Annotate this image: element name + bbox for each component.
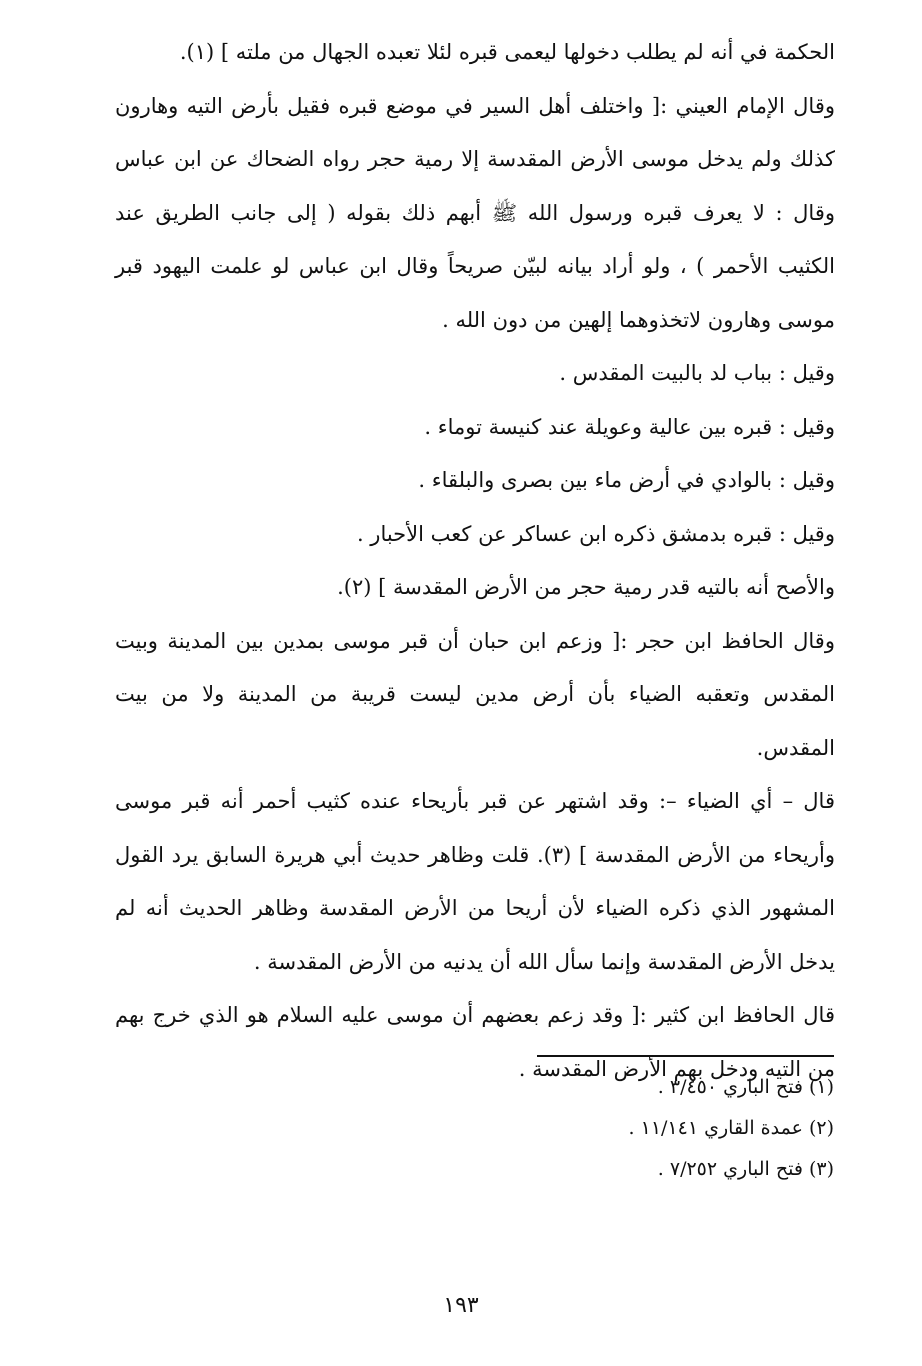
paragraph-8: وقال الحافظ ابن حجر :[ وزعم ابن حبان أن قبر موسى بمدين بين المدينة وبيت المقدس وتعقبه الضياء بأن أرض مدين ليست قريبة من المدينة ولا من بيت المقدس. [115,628,835,760]
paragraph-6: وقيل : قبره بدمشق ذكره ابن عساكر عن كعب الأحبار . [356,521,835,546]
paragraph-4: وقيل : قبره بين عالية وعويلة عند كنيسة توماء . [424,414,835,439]
footnote-1: (١) فتح الباري ٣/٤٥٠ . [657,1076,834,1098]
main-text [115,26,835,1096]
paragraph-9: قال – أي الضياء –: وقد اشتهر عن قبر بأريحاء عنده كثيب أحمر أنه قبر موسى وأريحاء من الأرض المقدسة ] (٣). قلت وظاهر حديث أبي هريرة السابق يرد القول المشهور الذي ذكره الضياء لأن أريحا من الأرض المقدسة وظاهر الحديث أنه لم يدخل الأرض المقدسة وإنما سأل الله أن يدنيه من الأرض المقدسة . [115,789,835,974]
footnote-3: (٣) فتح الباري ٧/٢٥٢ . [657,1158,834,1180]
paragraph-5: وقيل : بالوادي في أرض ماء بين بصرى والبلقاء . [418,468,835,492]
footnote-divider [537,1055,834,1057]
footnotes [300,1067,834,1190]
paragraph-2: وقال الإمام العيني :[ واختلف أهل السير في موضع قبره فقيل بأرض التيه وهارون كذلك ولم يدخل موسى الأرض المقدسة إلا رمية حجر رواه الضحاك عن ابن عباس وقال : لا يعرف قبره ورسول الله ﷺ أبهم ذلك بقوله ( إلى جانب الطريق عند الكثيب الأحمر ) ، ولو أراد بيانه لبيّن صريحاً وقال ابن عباس لو علمت اليهود قبر موسى وهارون لاتخذوهما إلهين من دون الله . [115,93,835,332]
paragraph-1: الحكمة في أنه لم يطلب دخولها ليعمى قبره لئلا تعبده الجهال من ملته ] (١). [179,40,835,64]
paragraph-7: والأصح أنه بالتيه قدر رمية حجر من الأرض المقدسة ] (٢). [337,575,835,599]
paragraph-10: قال الحافظ ابن كثير :[ وقد زعم بعضهم أن موسى عليه السلام هو الذي خرج بهم من التيه ودخل بهم الأرض المقدسة . [115,1003,835,1081]
paragraph-3: وقيل : بباب لد بالبيت المقدس . [559,361,835,385]
page-number: ١٩٣ [443,1293,479,1318]
footnote-2: (٢) عمدة القاري ١١/١٤١ . [628,1117,834,1139]
